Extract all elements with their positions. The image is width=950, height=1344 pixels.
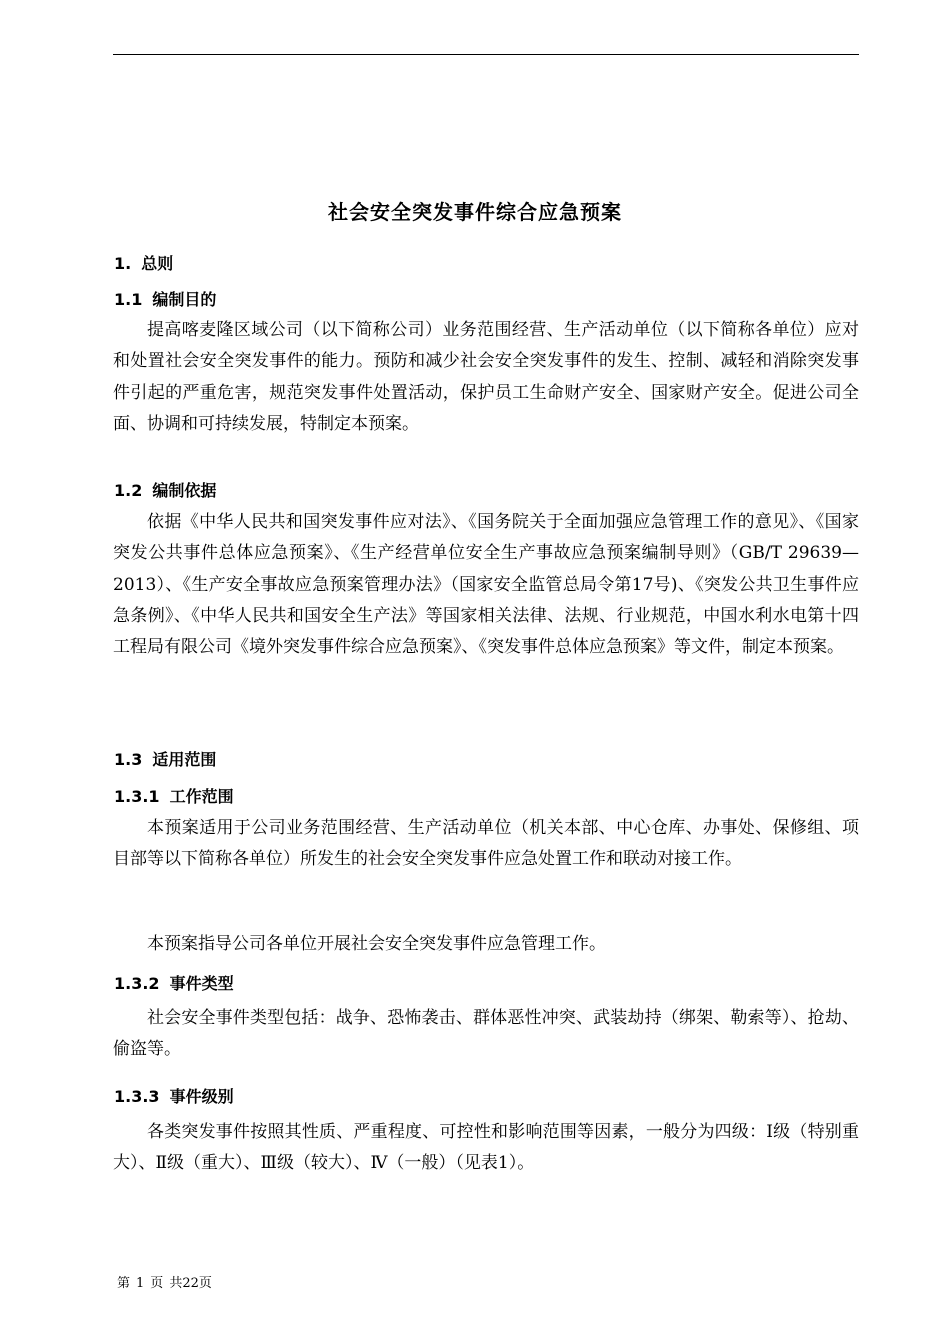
section-title: 适用范围	[152, 750, 217, 769]
page-total: 共22页	[169, 1276, 212, 1291]
section-heading	[114, 971, 234, 994]
section-number: 1.3	[114, 750, 143, 769]
page-unit: 页	[150, 1276, 164, 1291]
section-heading	[114, 478, 216, 501]
paragraph: 本预案指导公司各单位开展社会安全突发事件应急管理工作。	[147, 934, 606, 954]
page-label: 第	[117, 1276, 131, 1291]
paragraph: 提高喀麦隆区域公司（以下简称公司）业务范围经营、生产活动单位（以下简称各单位）应对和处置社会安全突发事件的能力。预防和减少社会安全突发事件的发生、控制、减轻和消除突发事件引起的严重危害，规范突发事件处置活动，保护员工生命财产安全、国家财产安全。促进公司全面、协调和可持续发展，特制定本预案。	[113, 320, 859, 434]
section-title: 工作范围	[169, 787, 234, 806]
section-heading	[114, 1084, 234, 1107]
paragraph: 社会安全事件类型包括：战争、恐怖袭击、群体恶性冲突、武装劫持（绑架、勒索等）、抢劫、偷盗等。	[113, 1008, 859, 1060]
section-heading	[114, 747, 216, 770]
page-footer	[117, 1272, 218, 1291]
page-number: 1	[136, 1276, 145, 1291]
paragraph: 依据《中华人民共和国突发事件应对法》、《国务院关于全面加强应急管理工作的意见》、《国家突发公共事件总体应急预案》、《生产经营单位安全生产事故应急预案编制导则》（GB/T 29639—2013）、《生产安全事故应急预案管理办法》（国家安全监管总局令第17号)、《突发公共卫生事件应急条例》、《中华人民共和国安全生产法》等国家相关法律、法规、行业规范，中国水利水电第十四工程局有限公司《境外突发事件综合应急预案》、《突发事件总体应急预案》等文件，制定本预案。	[113, 512, 859, 658]
section-title: 事件级别	[169, 1087, 234, 1106]
section-title: 总则	[141, 254, 174, 273]
paragraph: 各类突发事件按照其性质、严重程度、可控性和影响范围等因素，一般分为四级：Ⅰ级（特别重大）、Ⅱ级（重大）、Ⅲ级（较大）、Ⅳ（一般）（见表1）。	[113, 1122, 859, 1174]
section-number: 1.3.1	[114, 787, 160, 806]
section-number: 1.	[114, 254, 132, 273]
section-number: 1.2	[114, 481, 143, 500]
document-title: 社会安全突发事件综合应急预案	[328, 200, 622, 224]
section-heading	[114, 251, 173, 274]
section-number: 1.1	[114, 290, 143, 309]
section-title: 编制目的	[152, 290, 217, 309]
section-heading	[114, 287, 216, 310]
section-title: 编制依据	[152, 481, 217, 500]
header-rule	[113, 54, 859, 55]
section-title: 事件类型	[169, 974, 234, 993]
section-number: 1.3.2	[114, 974, 160, 993]
section-heading	[114, 784, 234, 807]
paragraph: 本预案适用于公司业务范围经营、生产活动单位（机关本部、中心仓库、办事处、保修组、项目部等以下简称各单位）所发生的社会安全突发事件应急处置工作和联动对接工作。	[113, 818, 859, 870]
section-number: 1.3.3	[114, 1087, 160, 1106]
